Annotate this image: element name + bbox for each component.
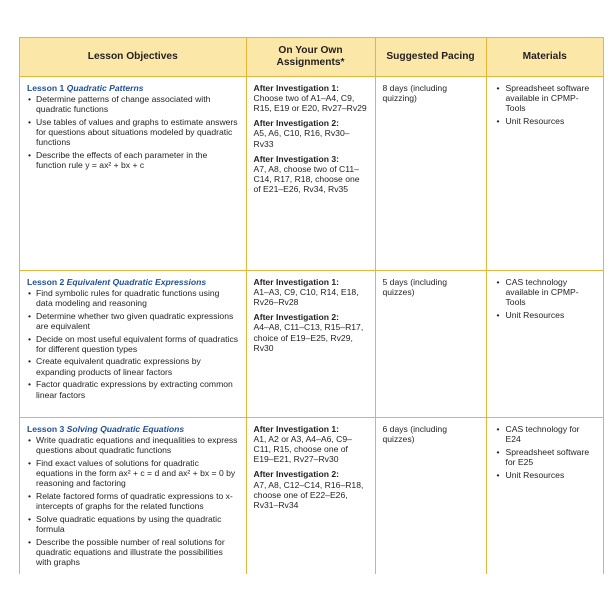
assignment-block bbox=[254, 277, 368, 308]
assignment-block bbox=[254, 83, 368, 114]
objective-item: • Factor quadratic expressions by extracting common linear factors bbox=[27, 379, 239, 399]
lesson-row-2 bbox=[20, 270, 603, 417]
objective-item: • Describe the effects of each parameter in the function rule y = ax² + bx + c bbox=[27, 150, 239, 170]
header-objectives: Lesson Objectives bbox=[20, 38, 246, 76]
assignment-heading: After Investigation 2: bbox=[253, 469, 339, 480]
lesson-number: Lesson 1 bbox=[27, 82, 65, 93]
objective-item: • Use tables of values and graphs to estimate answers for questions about situations modeled by quadratic functions bbox=[27, 117, 239, 148]
material-item: • Spreadsheet software available in CPMP-Tools bbox=[494, 83, 597, 114]
objective-item: • Find exact values of solutions for quadratic equations in the form ax² + c = d and ax² + bx = 0 by reasoning and factoring bbox=[27, 458, 239, 489]
objective-item: • Decide on most useful equivalent forms of quadratics for different question types bbox=[27, 334, 239, 354]
objective-item: • Relate factored forms of quadratic expressions to x-intercepts of graphs for the related functions bbox=[27, 491, 239, 511]
assignment-text: A1–A3, C9, C10, R14, E18, Rv26–Rv28 bbox=[253, 286, 359, 307]
assignment-heading: After Investigation 1: bbox=[253, 276, 339, 287]
lesson-number: Lesson 2 bbox=[27, 276, 65, 287]
lesson-planning-table bbox=[20, 38, 603, 574]
objectives-cell bbox=[20, 270, 246, 417]
assignments-cell bbox=[246, 417, 375, 574]
assignment-block bbox=[254, 118, 368, 149]
material-item: • Unit Resources bbox=[494, 116, 597, 126]
lesson-name: Equivalent Quadratic Expressions bbox=[66, 276, 207, 287]
material-item: • Unit Resources bbox=[494, 470, 597, 480]
pacing-cell: 6 days (including quizzes) bbox=[375, 417, 486, 574]
materials-list bbox=[494, 83, 597, 127]
assignment-heading: After Investigation 1: bbox=[253, 423, 339, 434]
objectives-list bbox=[27, 94, 239, 170]
lesson-row-1 bbox=[20, 76, 603, 270]
assignment-text: A7, A8, C12–C14, R16–R18, choose one of E22–E26, Rv31–Rv34 bbox=[253, 479, 364, 510]
objectives-cell bbox=[20, 417, 246, 574]
material-item: • CAS technology available in CPMP-Tools bbox=[494, 277, 597, 308]
material-item: • Unit Resources bbox=[494, 310, 597, 320]
assignment-block bbox=[254, 312, 368, 353]
assignment-block bbox=[254, 469, 368, 510]
assignment-text: A7, A8, choose two of C11–C14, R17, R18, choose one of E21–E26, Rv34, Rv35 bbox=[253, 163, 360, 195]
pacing-cell: 5 days (including quizzes) bbox=[375, 270, 486, 417]
materials-cell bbox=[486, 270, 603, 417]
materials-cell bbox=[486, 417, 603, 574]
pacing-cell: 8 days (including quizzing) bbox=[375, 76, 486, 270]
header-pacing: Suggested Pacing bbox=[375, 38, 486, 76]
assignment-heading: After Investigation 2: bbox=[253, 118, 339, 129]
assignment-text: Choose two of A1–A4, C9, R15, E19 or E20, Rv27–Rv29 bbox=[253, 92, 367, 113]
assignment-text: A5, A6, C10, R16, Rv30–Rv33 bbox=[253, 128, 350, 149]
material-item: • Spreadsheet software for E25 bbox=[494, 447, 597, 467]
assignment-block bbox=[254, 424, 368, 465]
objectives-cell bbox=[20, 76, 246, 270]
assignment-text: A1, A2 or A3, A4–A6, C9–C11, R15, choose one of E19–E21, Rv27–Rv30 bbox=[253, 433, 352, 465]
objectives-list bbox=[27, 435, 239, 567]
lesson-row-3 bbox=[20, 417, 603, 574]
header-assignments: On Your Own Assignments* bbox=[246, 38, 375, 76]
assignment-text: A4–A8, C11–C13, R15–R17, choice of E19–E25, Rv29, Rv30 bbox=[253, 322, 364, 353]
lesson-name: Quadratic Patterns bbox=[66, 82, 144, 93]
lesson-title bbox=[27, 424, 239, 434]
objective-item: • Describe the possible number of real solutions for quadratic equations and illustrate the possibilities with graphs bbox=[27, 537, 239, 568]
assignment-heading: After Investigation 2: bbox=[253, 312, 339, 323]
objective-item: • Find symbolic rules for quadratic functions using data modeling and reasoning bbox=[27, 288, 239, 308]
materials-list bbox=[494, 277, 597, 321]
materials-list bbox=[494, 424, 597, 481]
assignment-heading: After Investigation 3: bbox=[253, 153, 339, 164]
lesson-name: Solving Quadratic Equations bbox=[66, 423, 185, 434]
assignment-block bbox=[254, 154, 368, 195]
objective-item: • Solve quadratic equations by using the quadratic formula bbox=[27, 514, 239, 534]
objective-item: • Write quadratic equations and inequalities to express questions about quadratic functions bbox=[27, 435, 239, 455]
lesson-title bbox=[27, 83, 239, 93]
header-row bbox=[20, 38, 603, 76]
lesson-number: Lesson 3 bbox=[27, 423, 65, 434]
assignments-cell bbox=[246, 270, 375, 417]
objective-item: • Determine whether two given quadratic expressions are equivalent bbox=[27, 311, 239, 331]
objective-item: • Determine patterns of change associated with quadratic functions bbox=[27, 94, 239, 114]
assignment-heading: After Investigation 1: bbox=[253, 82, 339, 93]
materials-cell bbox=[486, 76, 603, 270]
assignments-cell bbox=[246, 76, 375, 270]
header-materials: Materials bbox=[486, 38, 603, 76]
lesson-planning-table-frame bbox=[19, 37, 604, 574]
objectives-list bbox=[27, 288, 239, 400]
lesson-title bbox=[27, 277, 239, 287]
objective-item: • Create equivalent quadratic expressions by expanding products of linear factors bbox=[27, 356, 239, 376]
material-item: • CAS technology for E24 bbox=[494, 424, 597, 444]
